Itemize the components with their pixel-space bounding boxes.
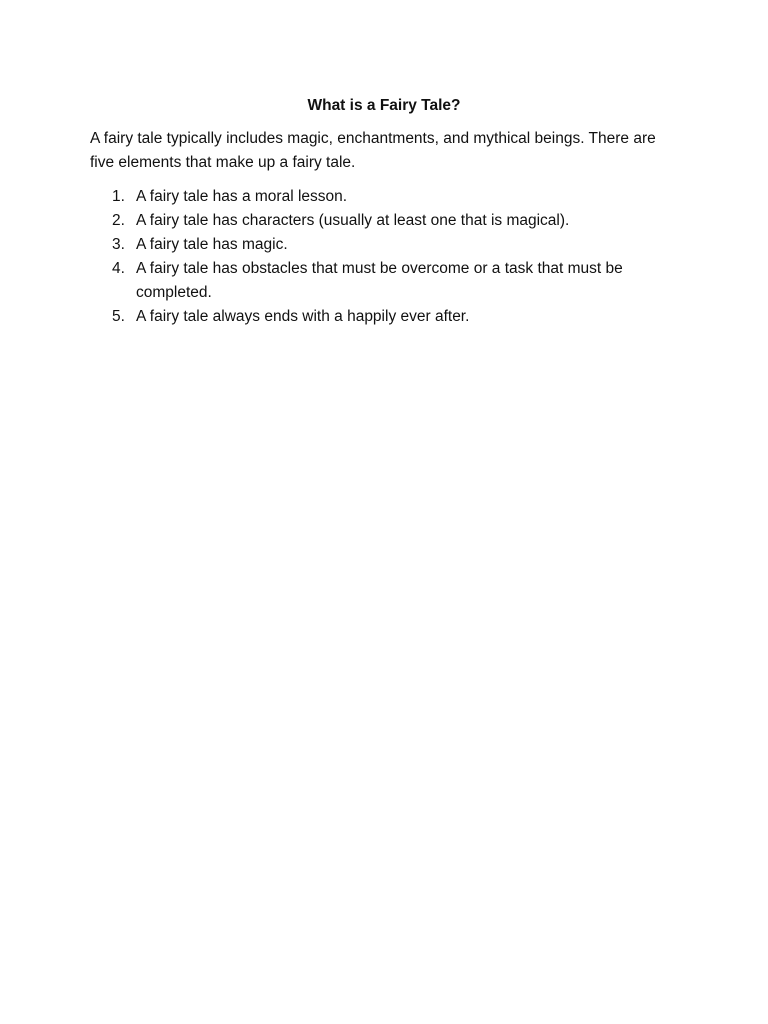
list-item	[90, 233, 680, 257]
list-item	[90, 209, 680, 233]
list-item-number: 4.	[112, 260, 125, 277]
list-item-number: 2.	[112, 212, 125, 229]
list-item-text: A fairy tale has characters (usually at least one that is magical).	[136, 212, 570, 229]
intro-paragraph: A fairy tale typically includes magic, enchantments, and mythical beings. There are five elements that make up a fairy tale.	[90, 130, 656, 171]
list-item-number: 3.	[112, 236, 125, 253]
list-item-number: 5.	[112, 308, 125, 325]
elements-list	[90, 185, 680, 329]
list-item-number: 1.	[112, 188, 125, 205]
list-item-text: A fairy tale has magic.	[136, 236, 288, 253]
list-item-text: A fairy tale has obstacles that must be overcome or a task that must be completed.	[136, 260, 623, 301]
list-item	[90, 185, 680, 209]
list-item	[90, 305, 680, 329]
page-title: What is a Fairy Tale?	[307, 97, 461, 114]
list-item	[90, 257, 680, 305]
list-item-text: A fairy tale has a moral lesson.	[136, 188, 348, 205]
list-item-text: A fairy tale always ends with a happily ever after.	[136, 308, 470, 325]
